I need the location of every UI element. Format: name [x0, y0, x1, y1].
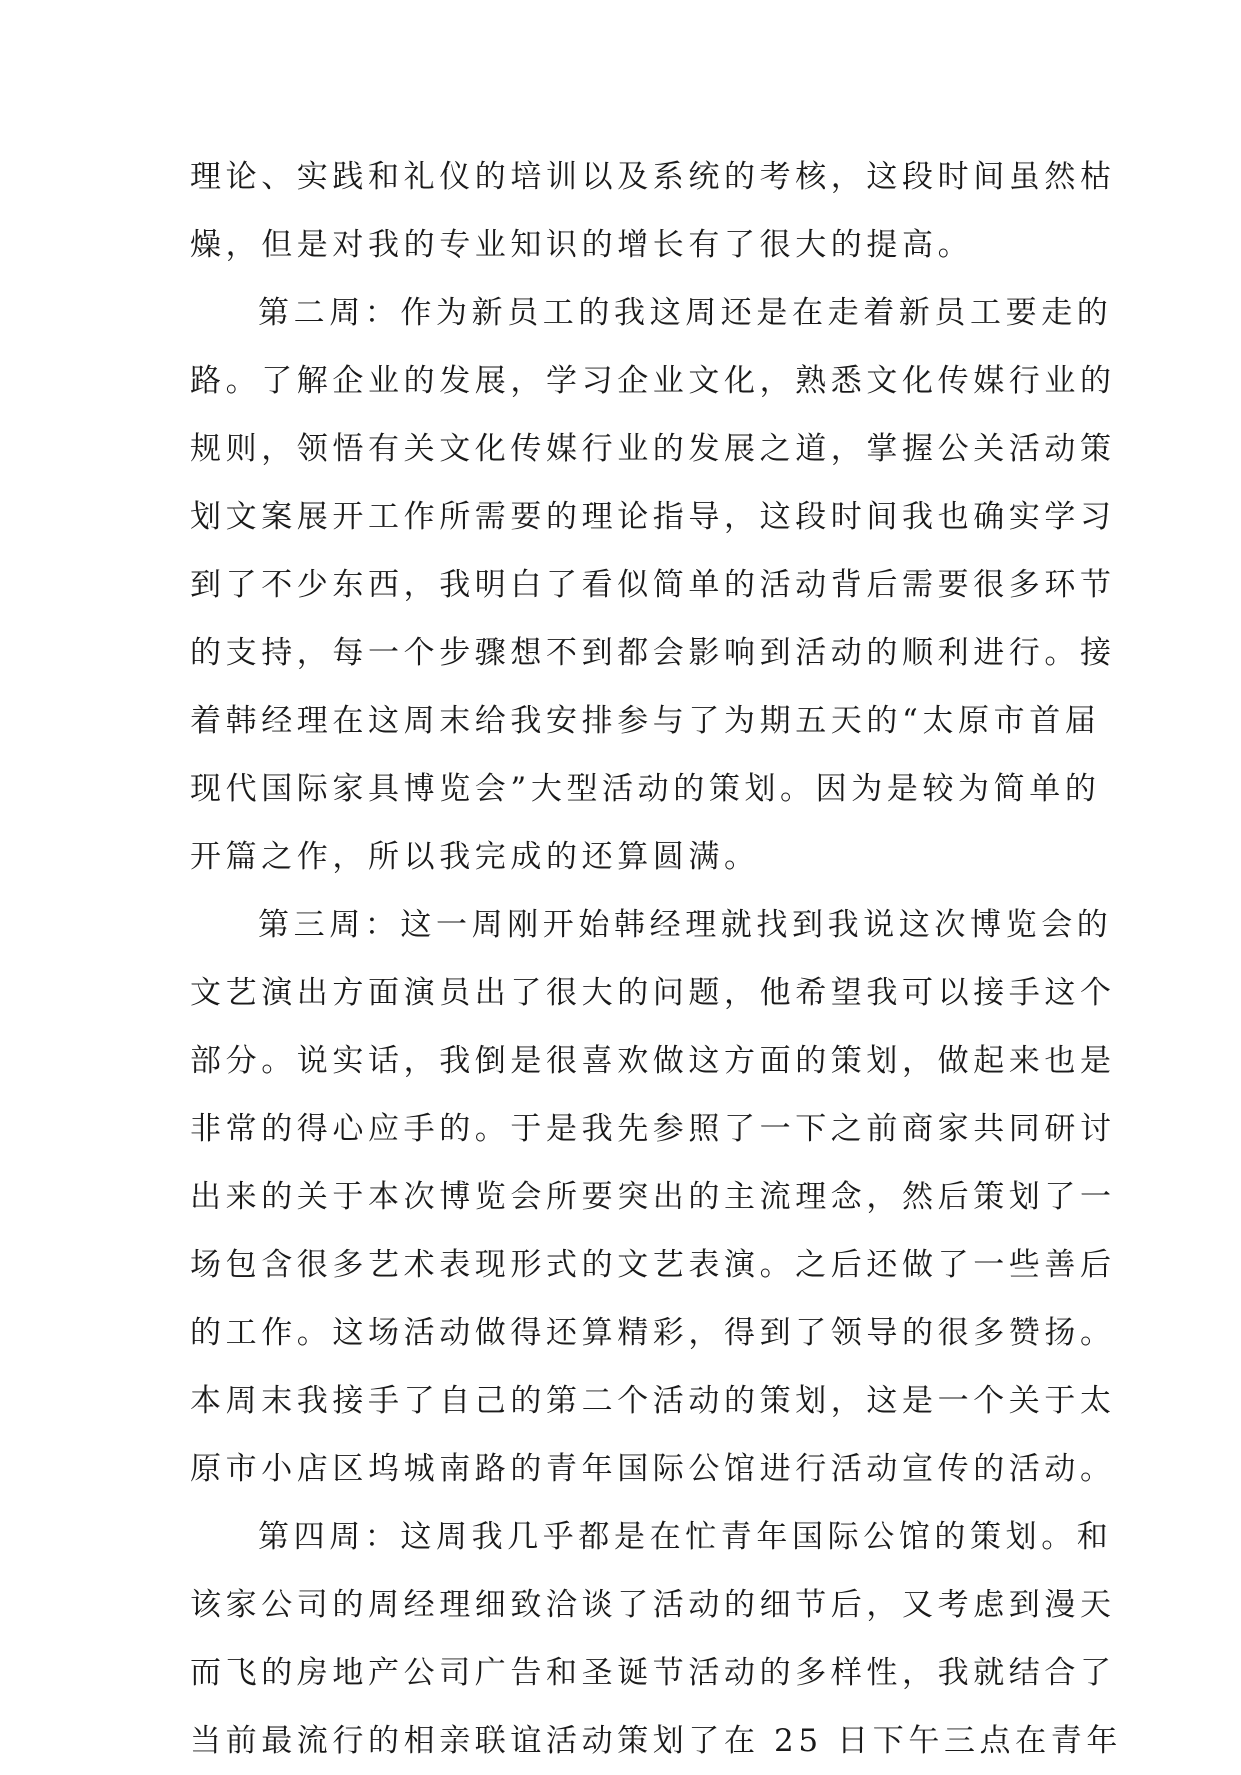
text-line: 燥，但是对我的专业知识的增长有了很大的提高。 — [190, 227, 974, 263]
paragraph-start-week-two: 第二周：作为新员工的我这周还是在走着新员工要走的 — [258, 295, 1113, 331]
text-line: 到了不少东西，我明白了看似简单的活动背后需要很多环节 — [190, 567, 1116, 603]
text-line: 文艺演出方面演员出了很大的问题，他希望我可以接手这个 — [190, 975, 1116, 1011]
text-line: 而飞的房地产公司广告和圣诞节活动的多样性，我就结合了 — [190, 1655, 1116, 1691]
text-line: 的支持，每一个步骤想不到都会影响到活动的顺利进行。接 — [190, 635, 1116, 671]
text-line: 部分。说实话，我倒是很喜欢做这方面的策划，做起来也是 — [190, 1043, 1116, 1079]
text-line: 原市小店区坞城南路的青年国际公馆进行活动宣传的活动。 — [190, 1451, 1116, 1487]
text-line: 划文案展开工作所需要的理论指导，这段时间我也确实学习 — [190, 499, 1116, 535]
text-line: 着韩经理在这周末给我安排参与了为期五天的“太原市首届 — [190, 703, 1101, 739]
text-line: 现代国际家具博览会”大型活动的策划。因为是较为简单的 — [190, 771, 1101, 807]
text-line: 规则，领悟有关文化传媒行业的发展之道，掌握公关活动策 — [190, 431, 1116, 467]
text-line: 出来的关于本次博览会所要突出的主流理念，然后策划了一 — [190, 1179, 1116, 1215]
text-line: 路。了解企业的发展，学习企业文化，熟悉文化传媒行业的 — [190, 363, 1116, 399]
paragraph-start-week-three: 第三周：这一周刚开始韩经理就找到我说这次博览会的 — [258, 907, 1113, 943]
text-line: 当前最流行的相亲联谊活动策划了在 25 日下午三点在青年 — [190, 1723, 1122, 1759]
text-line: 场包含很多艺术表现形式的文艺表演。之后还做了一些善后 — [190, 1247, 1116, 1283]
text-line: 该家公司的周经理细致洽谈了活动的细节后，又考虑到漫天 — [190, 1587, 1116, 1623]
paragraph-start-week-four: 第四周：这周我几乎都是在忙青年国际公馆的策划。和 — [258, 1519, 1113, 1555]
body-text — [190, 143, 1122, 1775]
text-line: 理论、实践和礼仪的培训以及系统的考核，这段时间虽然枯 — [190, 159, 1116, 195]
text-line: 非常的得心应手的。于是我先参照了一下之前商家共同研讨 — [190, 1111, 1116, 1147]
text-line: 的工作。这场活动做得还算精彩，得到了领导的很多赞扬。 — [190, 1315, 1116, 1351]
text-line: 本周末我接手了自己的第二个活动的策划，这是一个关于太 — [190, 1383, 1116, 1419]
text-line: 开篇之作，所以我完成的还算圆满。 — [190, 839, 760, 875]
